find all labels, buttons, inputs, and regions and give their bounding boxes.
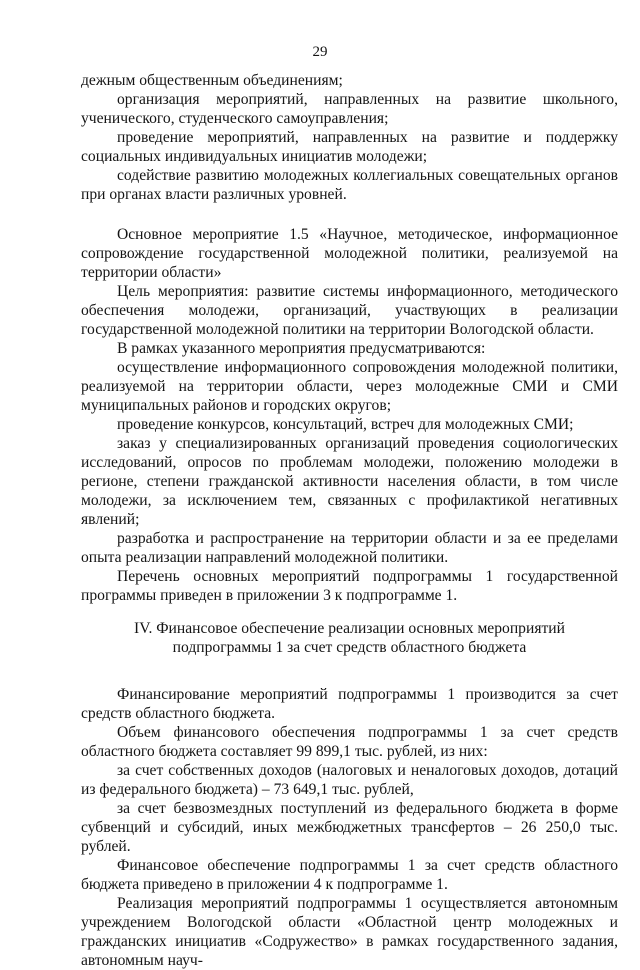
paragraph: за счет безвозмездных поступлений из федерального бюджета в форме субвенций и субсидий, иных межбюджетных трансфертов – 26 250,0 тыс. рублей. <box>81 800 618 855</box>
document-body <box>81 71 618 970</box>
paragraph: разработка и распространение на территории области и за ее пределами опыта реализации направлений молодежной политики. <box>81 530 618 566</box>
paragraph: Основное мероприятие 1.5 «Научное, методическое, информационное сопровождение государственной молодежной политики, реализуемой на территории области» <box>81 226 618 281</box>
page-number: 29 <box>312 44 328 60</box>
paragraph: Перечень основных мероприятий подпрограммы 1 государственной программы приведен в приложении 3 к подпрограмме 1. <box>81 568 618 604</box>
paragraph: В рамках указанного мероприятия предусматриваются: <box>117 340 486 357</box>
paragraph: организация мероприятий, направленных на развитие школьного, ученического, студенческого самоуправления; <box>81 91 618 127</box>
section-heading <box>81 619 618 657</box>
block3 <box>81 685 618 970</box>
section-heading-line: IV. Финансовое обеспечение реализации основных мероприятий <box>134 620 565 637</box>
paragraph: заказ у специализированных организаций проведения социологических исследований, опросов по проблемам молодежи, положению молодежи в регионе, степени гражданской активности населения области, в том числе молодежи, за исключением тем, связанных с профилактикой негативных явлений; <box>81 435 618 528</box>
block2 <box>81 225 618 605</box>
paragraph: Финансовое обеспечение подпрограммы 1 за счет средств областного бюджета приведено в приложении 4 к подпрограмме 1. <box>81 857 618 893</box>
paragraph: Реализация мероприятий подпрограммы 1 осуществляется автономным учреждением Вологодской области «Областной центр молодежных и гражданских инициатив «Содружество» в рамках государственного задания, автономным науч- <box>81 895 618 969</box>
paragraph: дежным общественным объединениям; <box>81 72 343 89</box>
paragraph: за счет собственных доходов (налоговых и неналоговых доходов, дотаций из федерального бюджета) – 73 649,1 тыс. рублей, <box>81 762 618 798</box>
paragraph: Финансирование мероприятий подпрограммы 1 производится за счет средств областного бюджета. <box>81 686 618 722</box>
paragraph: содействие развитию молодежных коллегиальных совещательных органов при органах власти различных уровней. <box>81 167 618 203</box>
paragraph: проведение конкурсов, консультаций, встреч для молодежных СМИ; <box>117 416 574 433</box>
block1 <box>81 71 618 204</box>
section-heading-line: подпрограммы 1 за счет средств областного бюджета <box>172 639 527 656</box>
paragraph: Объем финансового обеспечения подпрограммы 1 за счет средств областного бюджета составляет 99 899,1 тыс. рублей, из них: <box>81 724 618 760</box>
spacer <box>81 204 618 225</box>
paragraph: осуществление информационного сопровождения молодежной политики, реализуемой на территории области, через молодежные СМИ и СМИ муниципальных районов и городских округов; <box>81 359 618 414</box>
paragraph: Цель мероприятия: развитие системы информационного, методического обеспечения молодежи, организаций, участвующих в реализации государственной молодежной политики на территории Вологодской области. <box>81 283 618 338</box>
paragraph: проведение мероприятий, направленных на развитие и поддержку социальных индивидуальных инициатив молодежи; <box>81 129 618 165</box>
